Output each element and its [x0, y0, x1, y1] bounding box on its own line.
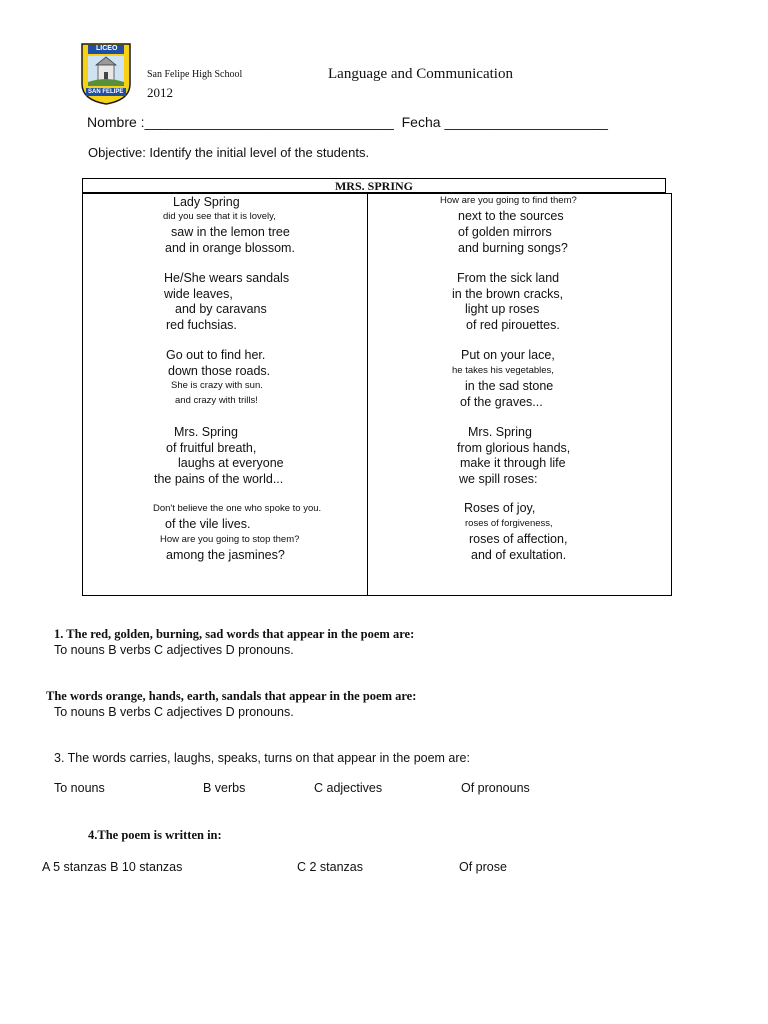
poem-right-line: and of exultation.: [471, 548, 567, 562]
poem-right-line: How are you going to find them?: [440, 195, 577, 206]
poem-left-line: Don't believe the one who spoke to you.: [153, 503, 322, 514]
question-3-prompt: 3. The words carries, laughs, speaks, turns on that appear in the poem are:: [54, 751, 470, 765]
poem-right-line: of golden mirrors: [458, 225, 552, 239]
poem-right-line: Roses of joy,: [464, 501, 536, 515]
poem-left-line: did you see that it is lovely,: [163, 211, 276, 222]
poem-left-line: and in orange blossom.: [165, 241, 295, 255]
poem-right-line: from glorious hands,: [457, 441, 571, 455]
question-4-prompt: 4.The poem is written in:: [88, 828, 222, 842]
poem-left-line: among the jasmines?: [166, 548, 285, 562]
poem-right-line: of the graves...: [460, 395, 543, 409]
poem-left-line: saw in the lemon tree: [171, 225, 290, 239]
question-1-prompt: 1. The red, golden, burning, sad words that appear in the poem are:: [54, 627, 415, 641]
objective-text: Objective: Identify the initial level of the students.: [88, 145, 370, 160]
school-year: 2012: [147, 85, 173, 100]
poem-left-line: the pains of the world...: [154, 472, 284, 486]
poem-left-line: down those roads.: [168, 364, 271, 378]
poem-left-line: and crazy with trills!: [175, 395, 258, 406]
poem-title: MRS. SPRING: [82, 178, 666, 193]
poem-left-line: She is crazy with sun.: [171, 380, 263, 391]
question-2-options: To nouns B verbs C adjectives D pronouns.: [54, 705, 294, 719]
poem-left-line: of the vile lives.: [165, 517, 251, 531]
question-3-option-c: C adjectives: [314, 781, 383, 795]
poem-left-line: Go out to find her.: [166, 348, 266, 362]
poem-right-line: make it through life: [460, 456, 566, 470]
poem-left-line: wide leaves,: [164, 287, 233, 301]
poem-right-line: next to the sources: [458, 209, 564, 223]
logo-top-text: LICEO: [96, 45, 118, 52]
school-name: San Felipe High School: [147, 69, 243, 80]
poem-left-line: and by caravans: [175, 302, 267, 316]
poem-left-line: Mrs. Spring: [174, 425, 238, 439]
poem-right-line: we spill roses:: [459, 472, 538, 486]
school-logo: [80, 42, 132, 106]
logo-bottom-text: SAN FELIPE: [88, 89, 124, 95]
poem-left-line: laughs at everyone: [178, 456, 284, 470]
question-1-options: To nouns B verbs C adjectives D pronouns.: [54, 643, 294, 657]
poem-right-line: in the brown cracks,: [452, 287, 564, 301]
question-4-option-d: Of prose: [459, 860, 507, 874]
name-date-row: [87, 114, 608, 130]
question-3-option-d: Of pronouns: [461, 781, 530, 795]
subject-title: Language and Communication: [328, 66, 513, 82]
nombre-field[interactable]: ________________________________: [144, 114, 394, 130]
poem-left-line: red fuchsias.: [166, 318, 237, 332]
fecha-label: Fecha: [401, 114, 441, 130]
poem-right-line: roses of forgiveness,: [465, 518, 553, 529]
poem-right-line: From the sick land: [457, 271, 560, 285]
fecha-field[interactable]: _____________________: [444, 114, 608, 130]
poem-left-line: Lady Spring: [173, 195, 240, 209]
poem-right-line: light up roses: [465, 302, 540, 316]
poem-left-line: of fruitful breath,: [166, 441, 257, 455]
question-3-option-a: To nouns: [54, 781, 105, 795]
poem-left-line: He/She wears sandals: [164, 271, 290, 285]
poem-right-line: of red pirouettes.: [466, 318, 560, 332]
poem-right-line: roses of affection,: [469, 532, 568, 546]
question-3-option-b: B verbs: [203, 781, 246, 795]
poem-column-divider: [367, 193, 368, 596]
question-2-prompt: The words orange, hands, earth, sandals that appear in the poem are:: [46, 689, 417, 703]
nombre-label: Nombre :: [87, 114, 145, 130]
poem-right-line: and burning songs?: [458, 241, 568, 255]
question-4-option-ab: A 5 stanzas B 10 stanzas: [42, 860, 183, 874]
poem-right-line: he takes his vegetables,: [452, 365, 554, 376]
poem-right-line: in the sad stone: [465, 379, 554, 393]
poem-right-line: Put on your lace,: [461, 348, 555, 362]
question-4-option-c: C 2 stanzas: [297, 860, 364, 874]
poem-right-line: Mrs. Spring: [468, 425, 532, 439]
poem-left-line: How are you going to stop them?: [160, 534, 300, 545]
